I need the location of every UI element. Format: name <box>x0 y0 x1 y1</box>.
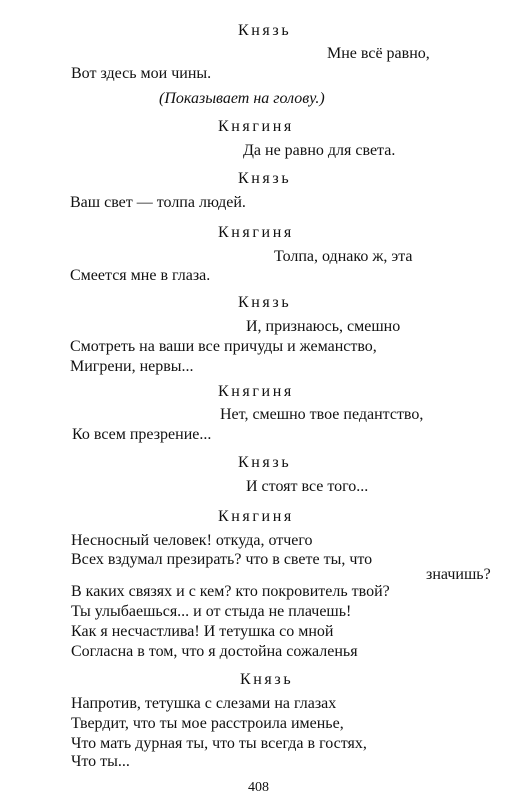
verse-line: Как я несчастлива! И тетушка со мной <box>71 623 334 640</box>
verse-line: Нет, смешно твое педантство, <box>220 406 424 423</box>
verse-line: Мне всё равно, <box>327 45 430 62</box>
verse-line: Напротив, тетушка с слезами на глазах <box>71 695 337 712</box>
speaker-name: Князь <box>238 22 292 39</box>
verse-line: Толпа, однако ж, эта <box>274 248 413 265</box>
page-number: 408 <box>248 780 269 795</box>
verse-line: Мигрени, нервы... <box>70 358 194 375</box>
verse-line: Что мать дурная ты, что ты всегда в гостях, <box>71 735 367 752</box>
verse-line: значишь? <box>426 566 491 583</box>
speaker-name: Княгиня <box>218 118 294 135</box>
verse-line: Всех вздумал презирать? что в свете ты, что <box>71 551 373 568</box>
verse-line: Да не равно для света. <box>243 142 396 159</box>
verse-line: Несносный человек! откуда, отчего <box>71 532 313 549</box>
verse-line: Ко всем презрение... <box>72 426 212 443</box>
verse-line: Вот здесь мои чины. <box>71 65 212 82</box>
speaker-name: Князь <box>238 454 292 471</box>
stage-direction: (Показывает на голову.) <box>159 90 325 107</box>
speaker-name: Княгиня <box>218 508 294 525</box>
speaker-name: Князь <box>238 170 292 187</box>
verse-line: И, признаюсь, смешно <box>246 318 401 335</box>
verse-line: Ваш свет — толпа людей. <box>70 194 246 211</box>
speaker-name: Князь <box>238 294 292 311</box>
verse-line: Смотреть на ваши все причуды и жеманство, <box>70 338 377 355</box>
verse-line: Ты улыбаешься... и от стыда не плачешь! <box>71 603 352 620</box>
verse-line: Согласна в том, что я достойна сожаленья <box>71 643 358 660</box>
speaker-name: Княгиня <box>218 224 294 241</box>
verse-line: В каких связях и с кем? кто покровитель твой? <box>71 583 390 600</box>
speaker-name: Князь <box>240 671 294 688</box>
speaker-name: Княгиня <box>218 383 294 400</box>
verse-line: Твердит, что ты мое расстроила именье, <box>71 715 344 732</box>
verse-line: И стоят все того... <box>246 478 369 495</box>
verse-line: Что ты... <box>71 753 130 770</box>
verse-line: Смеется мне в глаза. <box>70 267 211 284</box>
